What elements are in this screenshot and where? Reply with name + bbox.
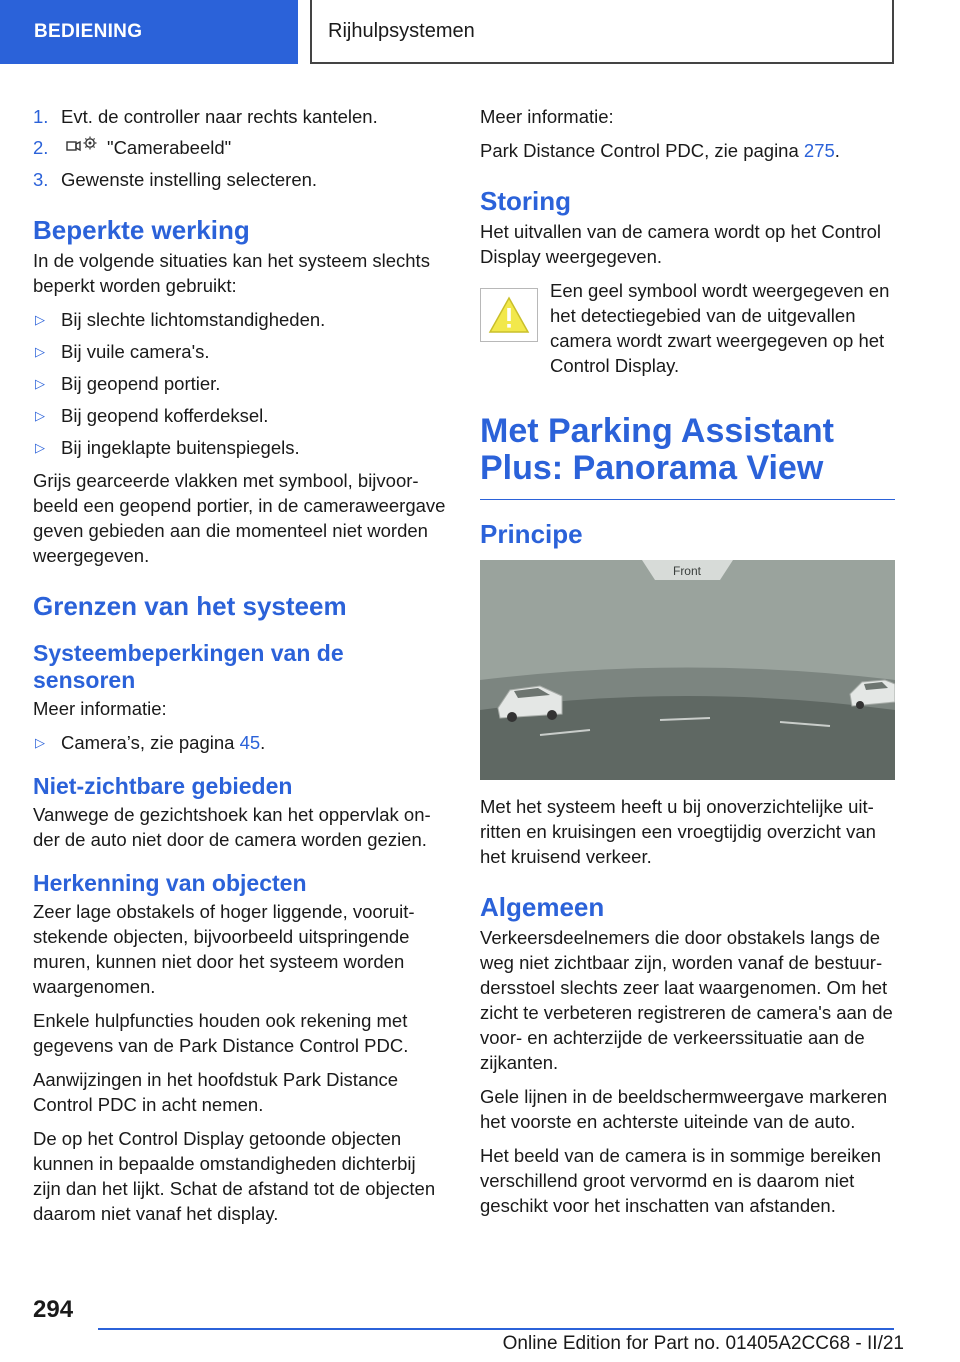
steps-list <box>33 104 448 192</box>
heading-algemeen: Algemeen <box>480 892 605 922</box>
paragraph: Het uitvallen van de camera wordt op het Control Display weergegeven. <box>480 221 882 267</box>
triangle-bullet-icon: ▷ <box>35 376 45 391</box>
heading-grenzen: Grenzen van het systeem <box>33 591 347 621</box>
paragraph: Enkele hulpfuncties houden ook rekening met gegevens van de Park Distance Control PDC. <box>33 1010 409 1056</box>
list-item: ▷ Bij ingeklapte buitenspiegels. <box>35 437 300 458</box>
heading-beperkte-werking: Beperkte werking <box>33 215 250 245</box>
limitations-list <box>33 307 448 460</box>
heading-sensoren: Systeembeperkingen van de sensoren <box>33 640 344 693</box>
paragraph: Grijs gearceerde vlakken met symbool, bijvoorbeeld een geopend portier, in de cameraweergave geven gebieden aan die momenteel niet worden weergegeven. <box>33 470 446 566</box>
paragraph: Meer informatie: <box>480 106 614 127</box>
triangle-bullet-icon: ▷ <box>35 344 45 359</box>
list-item: ▷ Bij slechte lichtomstandigheden. <box>35 309 326 330</box>
paragraph: Gele lijnen in de beeldschermweergave markeren het voorste en achterste uiteinde van de auto. <box>480 1086 888 1132</box>
triangle-bullet-icon: ▷ <box>35 735 45 750</box>
paragraph: Een geel symbool wordt weergegeven en het detectiegebied van de uitgevallen camera wordt zwart weergegeven op het Control Display. <box>550 280 890 376</box>
chapter-title: Rijhulpsystemen <box>328 19 475 42</box>
footer-divider <box>98 1328 894 1330</box>
paragraph: Verkeersdeelnemers die door obstakels langs de weg niet zichtbaar zijn, worden vanaf de bestuurdersstoel slechts zeer laat waargenomen. Om het zicht te verbeteren registreren de camera's aan de voor- en achterzijde de verkeerssituatie aan de zijkanten. <box>480 927 893 1073</box>
warning-triangle-icon <box>480 288 538 342</box>
list-item: ▷ Camera’s, zie pagina 45. <box>35 732 266 753</box>
left-column <box>33 104 448 1235</box>
paragraph: In de volgende situaties kan het systeem slechts beperkt worden gebruikt: <box>33 250 430 296</box>
heading-herkenning: Herkenning van objecten <box>33 870 307 896</box>
heading-storing: Storing <box>480 186 571 216</box>
panorama-view-image <box>480 560 895 780</box>
right-column <box>480 104 895 1227</box>
paragraph: Zeer lage obstakels of hoger liggende, vooruitstekende objecten, bijvoorbeeld uitspringende muren, kunnen niet door het systeem worden waargenomen. <box>33 901 415 997</box>
page-link-275[interactable]: 275 <box>803 140 835 161</box>
page-link-45[interactable]: 45 <box>239 732 261 753</box>
paragraph: Met het systeem heeft u bij onoverzichtelijke uitritten en kruisingen een vroegtijdig overzicht van het kruisend verkeer. <box>480 796 876 867</box>
section-tab <box>0 0 298 64</box>
chapter-tab <box>310 0 894 64</box>
paragraph: De op het Control Display getoonde objecten kunnen in bepaalde omstandigheden dichterbij zijn dan het lijkt. Schat de afstand tot de objecten daarom niet vanaf het display. <box>33 1128 436 1224</box>
warning-block <box>480 278 895 387</box>
image-label: Front <box>672 564 702 578</box>
paragraph: Vanwege de gezichtshoek kan het oppervlak onder de auto niet door de camera worden gezien. <box>33 804 431 850</box>
list-item: ▷ Bij geopend kofferdeksel. <box>35 405 269 426</box>
paragraph: Het beeld van de camera is in sommige bereiken verschillend groot vervormd en is daarom niet geschikt voor het inschatten van afstanden. <box>480 1145 882 1216</box>
heading-principe: Principe <box>480 519 583 549</box>
edition-note: Online Edition for Part no. 01405A2CC68 - II/21 <box>502 1333 904 1354</box>
section-title: BEDIENING <box>34 21 143 42</box>
list-item: ▷ Bij vuile camera's. <box>35 341 210 362</box>
camera-settings-icon <box>65 135 99 161</box>
page-number: 294 <box>33 1296 74 1323</box>
list-item: 1. Evt. de controller naar rechts kantelen. <box>33 106 378 127</box>
paragraph: Park Distance Control PDC, zie pagina 275. <box>480 140 840 161</box>
triangle-bullet-icon: ▷ <box>35 440 45 455</box>
list-item: ▷ Bij geopend portier. <box>35 373 221 394</box>
heading-panorama-view: Met Parking Assistant Plus: Panorama View <box>480 413 895 500</box>
list-item: 3. Gewenste instelling selecteren. <box>33 169 318 190</box>
triangle-bullet-icon: ▷ <box>35 408 45 423</box>
sensor-list <box>33 730 448 755</box>
triangle-bullet-icon: ▷ <box>35 312 45 327</box>
heading-niet-zichtbaar: Niet-zichtbare gebieden <box>33 773 293 799</box>
list-item: 2. "Camerabeeld" <box>33 135 448 161</box>
paragraph: Meer informatie: <box>33 698 167 719</box>
paragraph: Aanwijzingen in het hoofdstuk Park Distance Control PDC in acht nemen. <box>33 1069 399 1115</box>
